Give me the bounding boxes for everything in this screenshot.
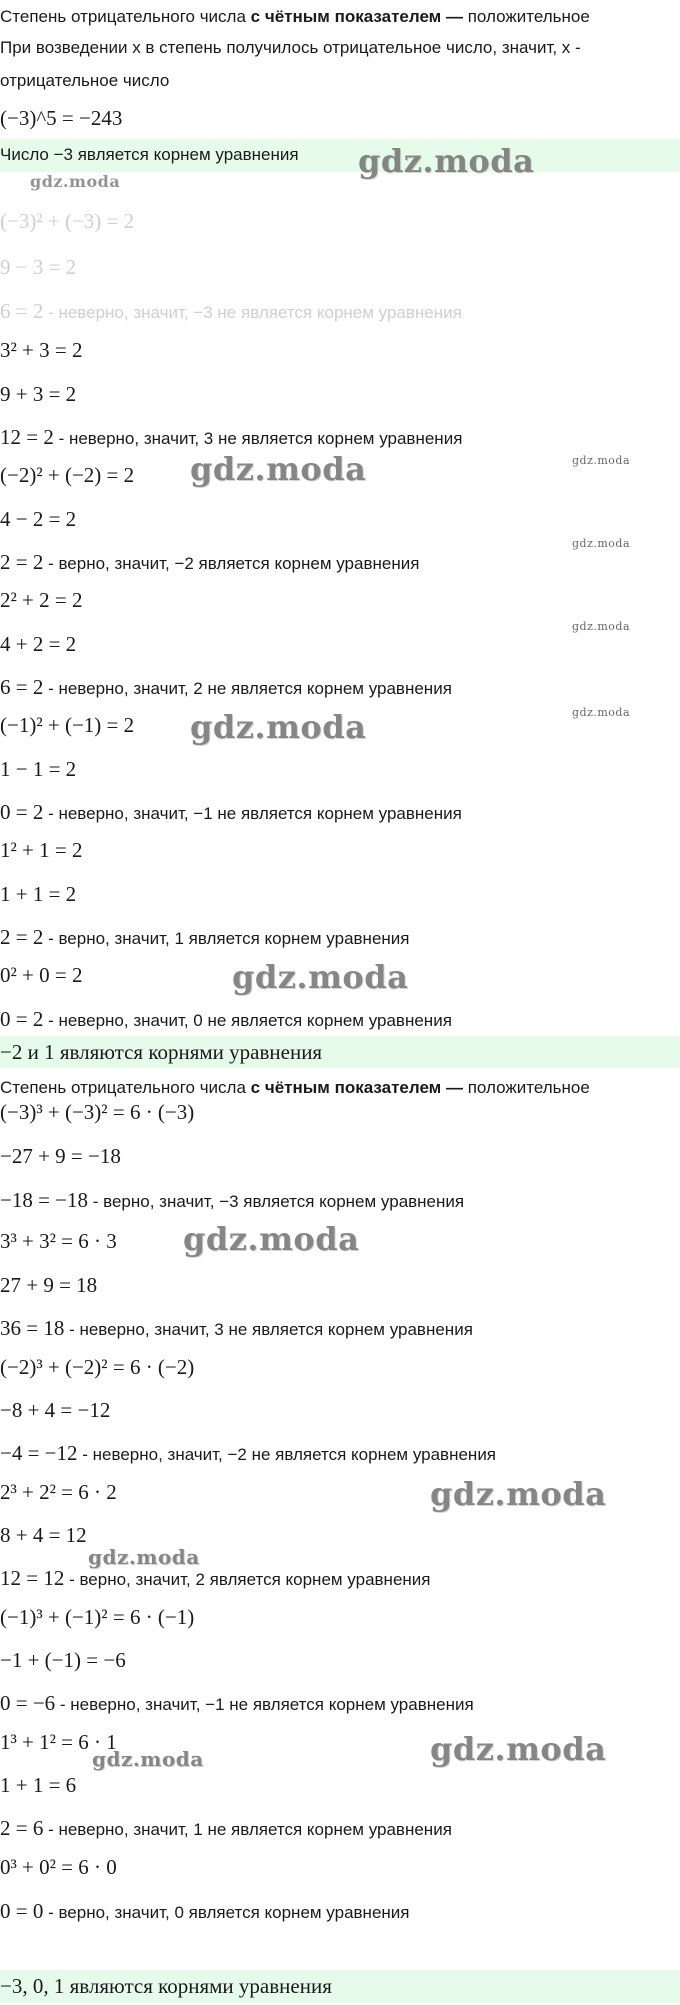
solution-line: [0, 1185, 680, 1215]
solution-line: −27 + 9 = −18: [0, 1144, 121, 1168]
solution-line: 2³ + 2² = 6 · 2: [0, 1480, 117, 1504]
solution-line: (−3)³ + (−3)² = 6 · (−3): [0, 1100, 195, 1124]
solution-line: [0, 296, 680, 326]
solution-line: 1 + 1 = 6: [0, 1773, 77, 1797]
solution-line: −8 + 4 = −12: [0, 1398, 111, 1422]
rule2-text-b: с чётным показателем —: [250, 1078, 463, 1097]
equation: 2 = 2: [0, 550, 44, 574]
watermark: gdz.moda: [358, 142, 535, 180]
equation: 2 = 6: [0, 1816, 44, 1840]
solution-line: [0, 1896, 680, 1926]
solution-line: 3³ + 3² = 6 · 3: [0, 1229, 117, 1253]
verdict-text: - неверно, значит, 1 не является корнем уравнения: [43, 1820, 452, 1839]
solution-line: 4 + 2 = 2: [0, 632, 77, 656]
equation: −18 = −18: [0, 1188, 89, 1212]
solution-line: 1³ + 1² = 6 · 1: [0, 1730, 117, 1754]
solution-line: 8 + 4 = 12: [0, 1523, 87, 1547]
verdict-text: - верно, значит, 1 является корнем уравнения: [43, 929, 410, 948]
equation: −4 = −12: [0, 1441, 78, 1465]
odd-power-note-2: отрицательное число: [0, 71, 170, 90]
solution-line: [0, 422, 680, 452]
equation: 2 = 2: [0, 925, 44, 949]
equation: 12 = 12: [0, 1566, 65, 1590]
verdict-text: - верно, значит, −2 является корнем уравнения: [43, 554, 420, 573]
equation: 6 = 2: [0, 299, 44, 323]
verdict-text: - верно, значит, −3 является корнем уравнения: [88, 1192, 465, 1211]
calc-line: (−3)^5 = −243: [0, 106, 123, 130]
solution-line: 27 + 9 = 18: [0, 1273, 98, 1297]
watermark: gdz.moda: [572, 706, 631, 719]
equation: 0 = 0: [0, 1899, 44, 1923]
highlight-text-3: −3, 0, 1 являются корнями уравнения: [0, 1974, 332, 1998]
solution-line: [0, 1313, 680, 1343]
verdict-text: - неверно, значит, −1 не является корнем уравнения: [55, 1695, 474, 1714]
watermark: gdz.moda: [30, 172, 121, 191]
watermark: gdz.moda: [572, 537, 631, 550]
equation: 6 = 2: [0, 675, 44, 699]
solution-line: 0² + 0 = 2: [0, 963, 83, 987]
verdict-text: - неверно, значит, 2 не является корнем уравнения: [43, 679, 452, 698]
solution-line: (−1)³ + (−1)² = 6 · (−1): [0, 1605, 195, 1629]
solution-line: (−2)² + (−2) = 2: [0, 463, 135, 487]
equation: 12 = 2: [0, 425, 54, 449]
solution-line: 9 + 3 = 2: [0, 382, 77, 406]
verdict-text: - неверно, значит, −3 не является корнем уравнения: [43, 303, 462, 322]
solution-line: 1² + 1 = 2: [0, 838, 83, 862]
solution-line: [0, 797, 680, 827]
watermark: gdz.moda: [190, 708, 367, 746]
watermark: gdz.moda: [430, 1730, 607, 1768]
solution-line: 4 − 2 = 2: [0, 507, 77, 531]
solution-line: 1 − 1 = 2: [0, 757, 77, 781]
watermark: gdz.moda: [572, 620, 631, 633]
watermark: gdz.moda: [92, 1747, 204, 1771]
rule-text-c: положительное: [467, 7, 590, 26]
verdict-text: - верно, значит, 0 является корнем уравнения: [43, 1903, 410, 1922]
watermark: gdz.moda: [232, 958, 409, 996]
equation: 0 = 2: [0, 800, 44, 824]
watermark: gdz.moda: [430, 1475, 607, 1513]
solution-line: [0, 547, 680, 577]
solution-line: 2² + 2 = 2: [0, 588, 83, 612]
solution-line: (−1)² + (−1) = 2: [0, 713, 135, 737]
solution-line: [0, 1438, 680, 1468]
solution-line: (−3)² + (−3) = 2: [0, 209, 135, 233]
solution-line: [0, 672, 680, 702]
rule-text-b: с чётным показателем —: [250, 7, 463, 26]
solution-line: 9 − 3 = 2: [0, 255, 77, 279]
rule2-text-c: положительное: [467, 1078, 590, 1097]
highlight-text-2: −2 и 1 являются корнями уравнения: [0, 1040, 323, 1064]
watermark: gdz.moda: [190, 450, 367, 488]
rule-note-1: [0, 2, 680, 32]
rule2-text-a: Степень отрицательного числа: [0, 1078, 246, 1097]
rule-text-a: Степень отрицательного числа: [0, 7, 246, 26]
watermark: gdz.moda: [183, 1220, 360, 1258]
highlight-text-1: Число −3 является корнем уравнения: [0, 145, 299, 164]
solution-line: [0, 1004, 680, 1034]
verdict-text: - неверно, значит, −1 не является корнем уравнения: [43, 804, 462, 823]
equation: 0 = −6: [0, 1691, 56, 1715]
watermark: gdz.moda: [572, 454, 631, 467]
solution-line: [0, 1688, 680, 1718]
verdict-text: - неверно, значит, 3 не является корнем уравнения: [64, 1320, 473, 1339]
solution-line: −1 + (−1) = −6: [0, 1648, 126, 1672]
equation: 36 = 18: [0, 1316, 65, 1340]
verdict-text: - неверно, значит, 3 не является корнем уравнения: [53, 429, 463, 448]
odd-power-note-1: При возведении x в степень получилось отрицательное число, значит, x -: [0, 38, 581, 57]
solution-line: [0, 1813, 680, 1843]
watermark: gdz.moda: [88, 1545, 200, 1569]
verdict-text: - неверно, значит, −2 не является корнем уравнения: [77, 1445, 497, 1464]
solution-line: 3² + 3 = 2: [0, 338, 83, 362]
solution-line: 0³ + 0² = 6 · 0: [0, 1855, 117, 1879]
verdict-text: - верно, значит, 2 является корнем уравнения: [64, 1570, 431, 1589]
solution-line: (−2)³ + (−2)² = 6 · (−2): [0, 1355, 195, 1379]
equation: 0 = 2: [0, 1007, 44, 1031]
solution-line: [0, 922, 680, 952]
solution-line: 1 + 1 = 2: [0, 882, 77, 906]
verdict-text: - неверно, значит, 0 не является корнем уравнения: [43, 1011, 452, 1030]
